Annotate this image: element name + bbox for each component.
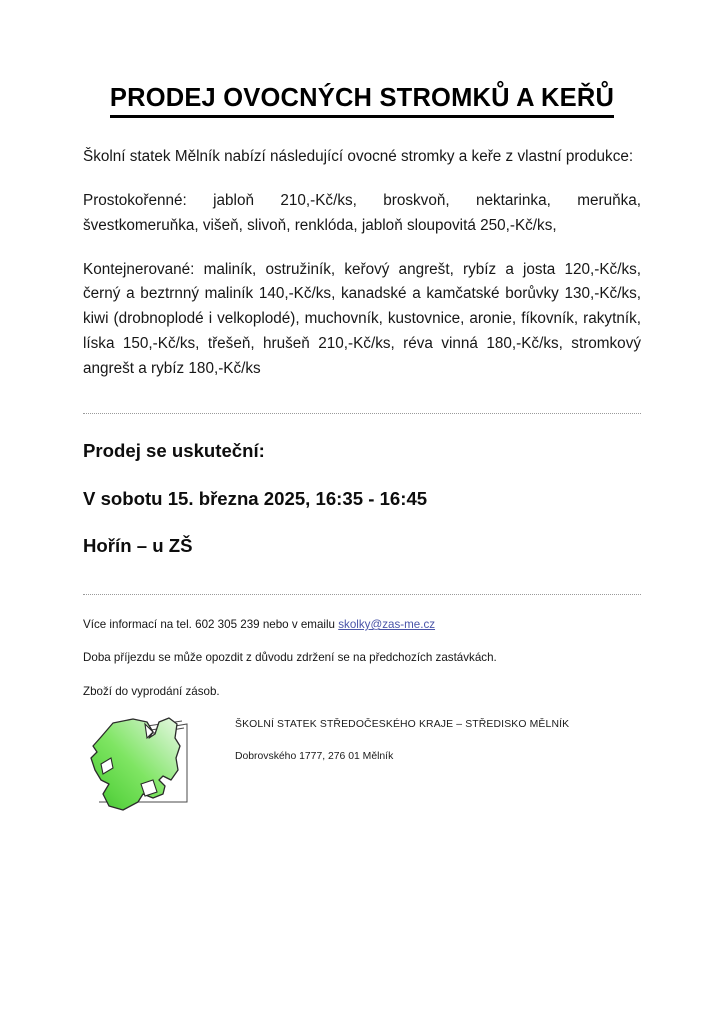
page-title	[83, 0, 641, 118]
organization-name: ŠKOLNÍ STATEK STŘEDOČESKÉHO KRAJE – STŘEDISKO MĚLNÍK	[235, 719, 570, 731]
email-link[interactable]: skolky@zas-me.cz	[338, 617, 436, 631]
organization-details	[235, 718, 635, 764]
contact-note	[83, 616, 641, 633]
intro-paragraph: Školní statek Mělník nabízí následující ovocné stromky a keře z vlastní produkce:	[83, 148, 634, 166]
organization-address: Dobrovského 1777, 276 01 Mělník	[235, 750, 394, 762]
organization-logo	[83, 714, 233, 824]
central-bohemia-map-icon	[83, 714, 233, 824]
page-title-text: PRODEJ OVOCNÝCH STROMKŮ A KEŘŮ	[110, 84, 614, 118]
divider-top	[83, 413, 641, 414]
region-map-shape	[91, 718, 180, 810]
document-content	[83, 0, 641, 826]
divider-bottom	[83, 594, 641, 595]
contact-note-text: Více informací na tel. 602 305 239 nebo v emailu	[83, 617, 339, 631]
event-intro-heading: Prodej se uskuteční:	[83, 440, 265, 462]
paragraph-container-plants: Kontejnerované: maliník, ostružiník, keřový angrešt, rybíz a josta 120,-Kč/ks, černý a beztrnný maliník 140,-Kč/ks, kanadské a kamčatské borůvky 130,-Kč/ks, kiwi (drobnoplodé i velkoplodé), muchovník, kustovnice, aronie, fíkovník, rakytník, líska 150,-Kč/ks, třešeň, hrušeň 210,-Kč/ks, réva vinná 180,-Kč/ks, stromkový angrešt a rybíz 180,-Kč/ks	[83, 260, 641, 377]
paragraph-bare-root-trees: Prostokořenné: jabloň 210,-Kč/ks, broskvoň, nektarinka, meruňka, švestkomeruňka, višeň, slivoň, renklóda, jabloň sloupovitá 250,-Kč/ks,	[83, 192, 641, 234]
footer-logo-block	[83, 714, 641, 826]
stock-note: Zboží do vyprodání zásob.	[83, 684, 220, 698]
delay-note: Doba příjezdu se může opozdit z důvodu zdržení se na předchozích zastávkách.	[83, 651, 497, 665]
event-place-heading: Hořín – u ZŠ	[83, 534, 193, 556]
event-datetime-heading: V sobotu 15. března 2025, 16:35 - 16:45	[83, 487, 428, 509]
